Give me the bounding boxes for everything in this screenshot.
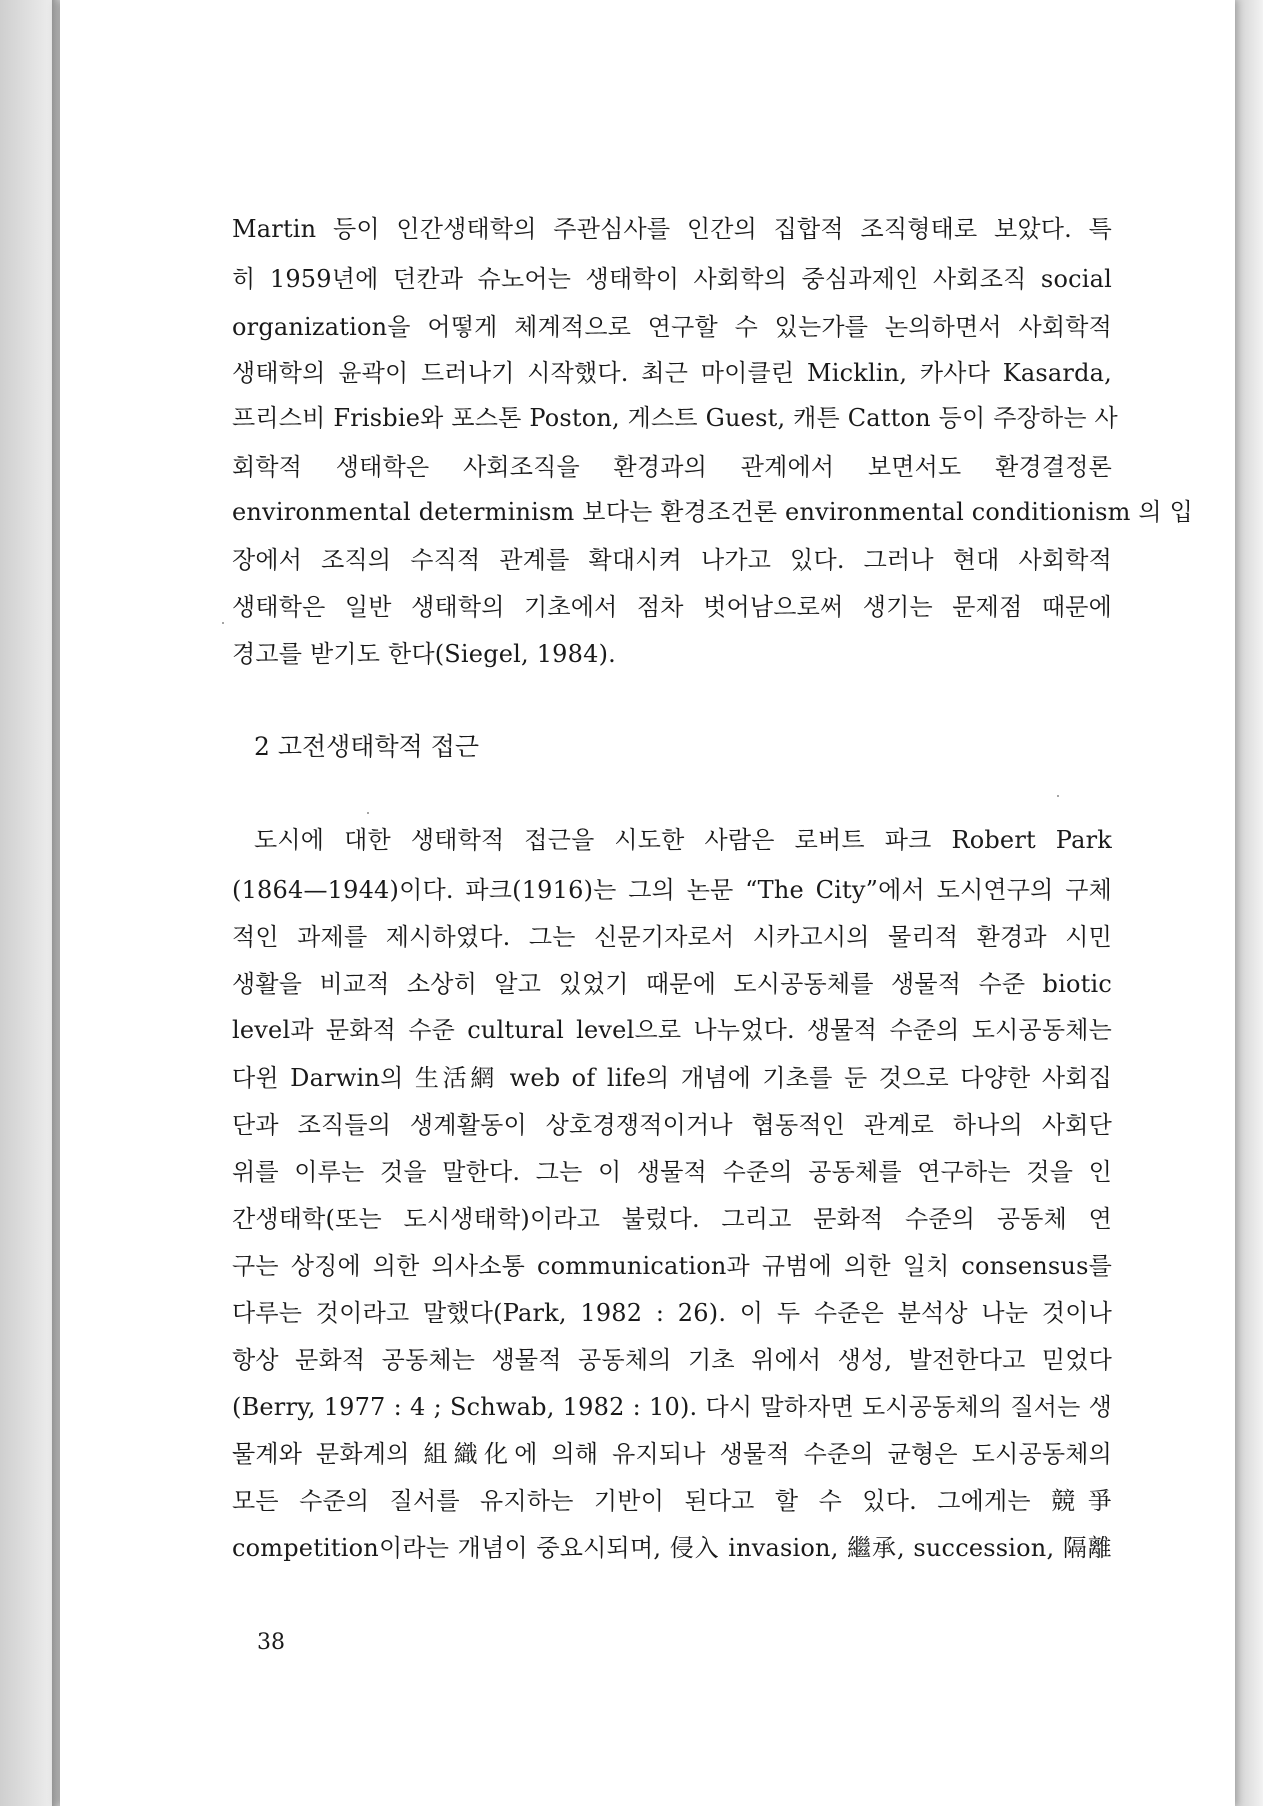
text-line: 위를 이루는 것을 말한다. 그는 이 생물적 수준의 공동체를 연구하는 것을 인 [232, 1158, 1112, 1186]
page-right-edge [1235, 0, 1263, 1806]
text-line: 적인 과제를 제시하였다. 그는 신문기자로서 시카고시의 물리적 환경과 시민 [232, 923, 1112, 951]
text-line: 장에서 조직의 수직적 관계를 확대시켜 나가고 있다. 그러나 현대 사회학적 [232, 546, 1112, 574]
text-line: 생태학의 윤곽이 드러나기 시작했다. 최근 마이클린 Micklin, 카사다 Kasarda, [232, 359, 1112, 387]
text-line: 구는 상징에 의한 의사소통 communication과 규범에 의한 일치 consensus를 [232, 1252, 1112, 1280]
text-line: 히 1959년에 던칸과 슈노어는 생태학이 사회학의 중심과제인 사회조직 social [232, 265, 1112, 293]
text-line: 단과 조직들의 생계활동이 상호경쟁적이거나 협동적인 관계로 하나의 사회단 [232, 1111, 1112, 1139]
book-spine-shadow [52, 0, 60, 1806]
text-line: level과 문화적 수준 cultural level으로 나누었다. 생물적 수준의 도시공동체는 [232, 1016, 1112, 1044]
scan-speck [222, 622, 224, 624]
text-line: 다루는 것이라고 말했다(Park, 1982 : 26). 이 두 수준은 분석상 나눈 것이나 [232, 1299, 1112, 1327]
page-number: 38 [257, 1630, 285, 1655]
text-line: 물계와 문화계의 組織化에 의해 유지되나 생물적 수준의 균형은 도시공동체의 [232, 1440, 1112, 1468]
scan-speck [1057, 795, 1059, 797]
text-line: 간생태학(또는 도시생태학)이라고 불렀다. 그리고 문화적 수준의 공동체 연 [232, 1205, 1112, 1233]
text-line: 회학적 생태학은 사회조직을 환경과의 관계에서 보면서도 환경결정론 [232, 453, 1112, 481]
scan-speck [367, 812, 369, 814]
text-line: 경고를 받기도 한다(Siegel, 1984). [232, 640, 616, 668]
text-line: 다윈 Darwin의 生活網 web of life의 개념에 기초를 둔 것으로 다양한 사회집 [232, 1064, 1112, 1092]
text-line: (1864—1944)이다. 파크(1916)는 그의 논문 “The City”에서 도시연구의 구체 [232, 876, 1112, 904]
text-line: 모든 수준의 질서를 유지하는 기반이 된다고 할 수 있다. 그에게는 競爭 [232, 1487, 1112, 1515]
text-line: 생활을 비교적 소상히 알고 있었기 때문에 도시공동체를 생물적 수준 biotic [232, 970, 1112, 998]
text-line: 항상 문화적 공동체는 생물적 공동체의 기초 위에서 생성, 발전한다고 믿었다 [232, 1346, 1112, 1374]
text-line: 프리스비 Frisbie와 포스톤 Poston, 게스트 Guest, 캐튼 Catton 등이 주장하는 사 [232, 404, 1118, 432]
text-line: Martin 등이 인간생태학의 주관심사를 인간의 집합적 조직형태로 보았다. 특 [232, 215, 1112, 243]
text-line: 생태학은 일반 생태학의 기초에서 점차 벗어남으로써 생기는 문제점 때문에 [232, 593, 1112, 621]
text-line: environmental determinism 보다는 환경조건론 environmental conditionism 의 입 [232, 498, 1193, 526]
text-line: competition이라는 개념이 중요시되며, 侵入 invasion, 繼承, succession, 隔離 [232, 1534, 1112, 1562]
text-line: (Berry, 1977 : 4 ; Schwab, 1982 : 10). 다시 말하자면 도시공동체의 질서는 생 [232, 1393, 1112, 1421]
section-heading: 2 고전생태학적 접근 [254, 732, 479, 761]
text-line: organization을 어떻게 체계적으로 연구할 수 있는가를 논의하면서 사회학적 [232, 313, 1112, 341]
text-line: 도시에 대한 생태학적 접근을 시도한 사람은 로버트 파크 Robert Park [254, 826, 1112, 854]
